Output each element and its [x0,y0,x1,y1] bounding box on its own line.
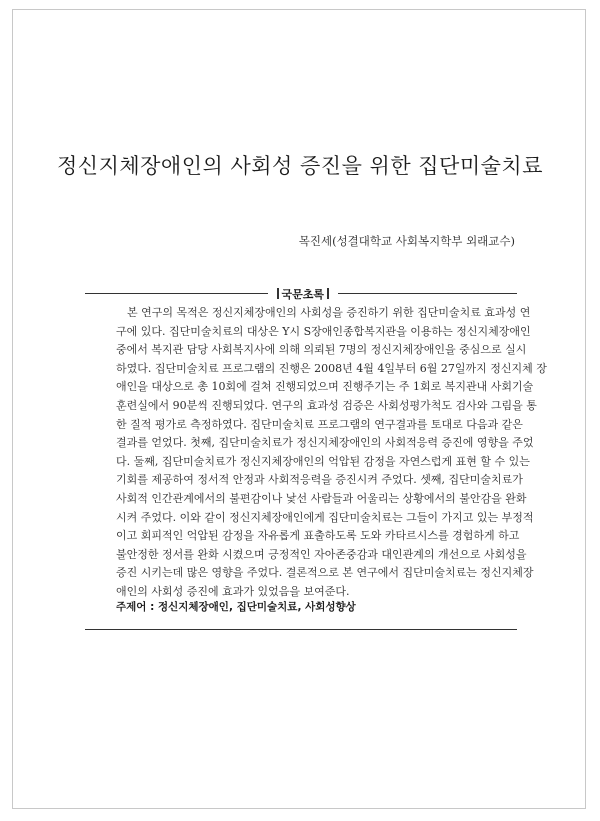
abstract-line: 중에서 복지관 담당 사회복지사에 의해 의뢰된 7명의 정신지체장애인을 중심으로 실시 [116,343,527,357]
abstract-line: 하였다. 집단미술치료 프로그램의 진행은 2008년 4월 4일부터 6월 27일까지 정신지체 장 [116,361,547,375]
abstract-body [116,304,547,602]
abstract-line: 결과를 얻었다. 첫째, 집단미술치료가 정신지체장애인의 사회적응력 증진에 영향을 주었 [116,436,534,450]
abstract-line: 본 연구의 목적은 정신지체장애인의 사회성을 증진하기 위한 집단미술치료 효과성 연 [127,306,531,319]
abstract-line: 시켜 주었다. 이와 같이 정신지체장애인에게 집단미술치료는 그들이 가지고 있는 부정적 [116,510,534,524]
abstract-line: 훈련실에서 90분씩 진행되었다. 연구의 효과성 검증은 사회성평가척도 검사와 그림을 통 [116,398,537,412]
abstract-line: 애인의 사회성 증진에 효과가 있었음을 보여준다. [116,584,350,598]
abstract-line: 한 질적 평가로 측정하였다. 집단미술치료 프로그램의 연구결과를 토대로 다음과 같은 [116,417,523,431]
heading-bar-left [277,288,279,299]
abstract-line: 구에 있다. 집단미술치료의 대상은 Y시 S장애인종합복지관을 이용하는 정신지체장애인 [116,324,531,338]
author-affiliation: 목진세(성결대학교 사회복지학부 외래교수) [298,234,515,248]
abstract-line: 사회적 인간관계에서의 불편감이나 낯선 사람들과 어울리는 상황에서의 불안감을 완화 [116,491,527,505]
paper-title: 정신지체장애인의 사회성 증진을 위한 집단미술치료 [57,154,543,178]
abstract-line: 기회를 제공하여 정서적 안정과 사회적응력을 증진시켜 주었다. 셋째, 집단미술치료가 [116,473,523,487]
heading-bar-right [327,288,329,299]
abstract-line: 다. 둘째, 집단미술치료가 정신지체장애인의 억압된 감정을 자연스럽게 표현 할 수 있는 [116,454,530,468]
abstract-heading [268,286,338,302]
abstract-line: 불안정한 정서를 완화 시켰으며 긍정적인 자아존중감과 대인관계의 개선으로 사회성을 [116,547,527,561]
abstract-heading-label: 국문초록 [281,288,325,301]
abstract-line: 증진 시키는데 많은 영향을 주었다. 결론적으로 본 연구에서 집단미술치료는 정신지체장 [116,566,534,580]
abstract-line: 이고 회피적인 억압된 감정을 자유롭게 표출하도록 도와 카타르시스를 경험하게 하고 [116,529,520,543]
keywords-bottom-rule [85,629,517,630]
keywords: 주제어 : 정신지체장애인, 집단미술치료, 사회성향상 [116,601,356,613]
abstract-line: 애인을 대상으로 총 10회에 걸쳐 진행되었으며 진행주기는 주 1회로 복지관내 사회기술 [116,380,534,394]
